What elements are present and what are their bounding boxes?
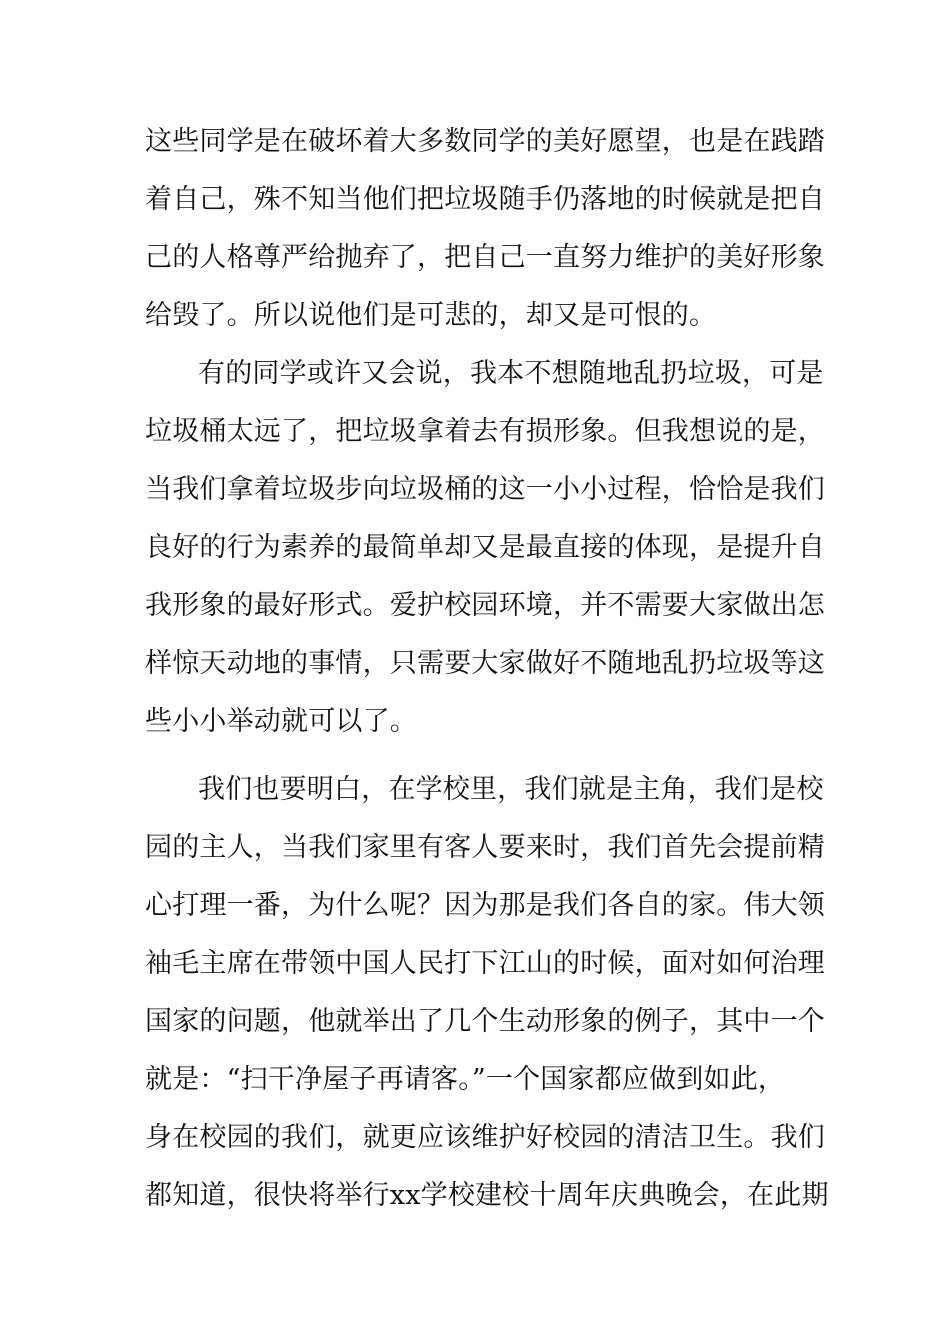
text-line: 我形象的最好形式。爱护校园环境，并不需要大家做出怎 (145, 590, 825, 621)
text-line: 良好的行为素养的最简单却又是最直接的体现，是提升自 (145, 532, 825, 563)
text-line: 己的人格尊严给抛弃了，把自己一直努力维护的美好形象 (145, 242, 825, 273)
text-line: 有的同学或许又会说，我本不想随地乱扔垃圾，可是 (198, 358, 824, 389)
text-line: 国家的问题，他就举出了几个生动形象的例子，其中一个 (145, 1006, 825, 1037)
text-line: 着自己，殊不知当他们把垃圾随手仍落地的时候就是把自 (145, 184, 825, 215)
text-line: 都知道，很快将举行xx学校建校十周年庆典晚会，在此期 (145, 1180, 829, 1211)
text-line: 身在校园的我们，就更应该维护好校园的清洁卫生。我们 (145, 1122, 825, 1153)
text-line: 我们也要明白，在学校里，我们就是主角，我们是校 (198, 774, 824, 805)
text-line: 园的主人，当我们家里有客人要来时，我们首先会提前精 (145, 832, 825, 863)
text-line: 样惊天动地的事情，只需要大家做好不随地乱扔垃圾等这 (145, 648, 825, 679)
text-line: 心打理一番，为什么呢？因为那是我们各自的家。伟大领 (145, 890, 825, 921)
text-line: 袖毛主席在带领中国人民打下江山的时候，面对如何治理 (145, 948, 825, 979)
text-line: 当我们拿着垃圾步向垃圾桶的这一小小过程，恰恰是我们 (145, 474, 825, 505)
text-line: 这些同学是在破坏着大多数同学的美好愿望，也是在践踏 (145, 126, 825, 157)
text-line: 给毁了。所以说他们是可悲的，却又是可恨的。 (145, 300, 717, 331)
text-line: 些小小举动就可以了。 (145, 706, 417, 737)
text-line: 就是：“扫干净屋子再请客。”一个国家都应做到如此， (145, 1064, 786, 1095)
text-line: 垃圾桶太远了，把垃圾拿着去有损形象。但我想说的是， (145, 416, 825, 447)
